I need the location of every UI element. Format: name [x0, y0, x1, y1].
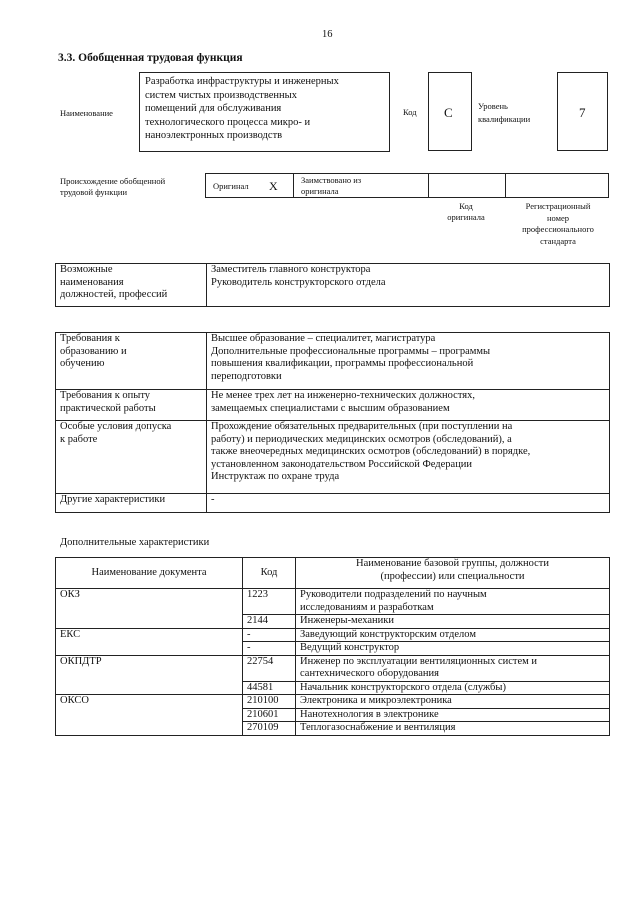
name-cell: [296, 589, 610, 615]
code-cell: -: [243, 642, 296, 656]
name-line: наноэлектронных производств: [145, 130, 283, 141]
label-line: образованию и: [60, 345, 127, 357]
caption-line: Регистрационный: [525, 201, 591, 211]
table-row: [56, 628, 610, 642]
caption-line: профессионального: [522, 224, 594, 234]
origin-box: [205, 173, 609, 198]
name-line: сантехнического оборудования: [300, 668, 439, 679]
column-header-document: Наименование документа: [56, 558, 243, 589]
requirement-label: [56, 390, 207, 421]
name-line: Разработка инфраструктуры и инженерных: [145, 76, 339, 87]
requirement-label: [56, 333, 207, 390]
code-cell: 22754: [243, 655, 296, 681]
name-cell: [296, 655, 610, 681]
name-line: систем чистых производственных: [145, 89, 297, 101]
additional-table: [55, 557, 610, 736]
value-line: Прохождение обязательных предварительных (при поступлении на: [211, 421, 513, 432]
name-line: технологического процесса микро- и: [145, 116, 311, 128]
label-line: Требования к опыту: [60, 390, 151, 401]
positions-label: [56, 264, 207, 307]
doc-cell: ОКСО: [56, 695, 243, 736]
section-title: 3.3. Обобщенная трудовая функция: [58, 52, 243, 64]
code-cell: 2144: [243, 615, 296, 629]
table-row: [56, 655, 610, 681]
caption-line: номер: [546, 212, 570, 223]
label-line: Особые условия допуска: [60, 421, 172, 432]
header-line: (профессии) или специальности: [380, 570, 525, 582]
original-label: Оригинал: [213, 181, 249, 191]
requirement-row: [56, 494, 610, 513]
caption-line: стандарта: [540, 235, 576, 246]
page-number: 16: [322, 29, 333, 40]
label-line: Другие характеристики: [60, 494, 166, 505]
label-line: Требования к: [60, 333, 120, 344]
value-line: Высшее образование – специалитет, магистратура: [211, 333, 436, 344]
name-line: исследованиям и разработкам: [300, 601, 434, 613]
name-cell: Инженеры-механики: [296, 615, 610, 629]
label-line: к работе: [60, 433, 98, 445]
position-line: Руководитель конструкторского отдела: [211, 276, 386, 288]
label-line: Возможные: [60, 264, 113, 275]
requirement-label: [56, 421, 207, 494]
requirement-value: [207, 390, 610, 421]
value-line: Дополнительные профессиональные программы – программы: [211, 345, 491, 357]
value-line: Инструктаж по охране труда: [211, 471, 340, 482]
value-line: переподготовки: [211, 370, 282, 382]
requirement-value: [207, 333, 610, 390]
code-cell: 44581: [243, 681, 296, 695]
header-line: Наименование базовой группы, должности: [356, 558, 549, 569]
level-box: [557, 72, 608, 151]
name-line: Инженер по эксплуатации вентиляционных систем и: [300, 655, 538, 667]
value-line: установленном законодательством Российской Федерации: [211, 458, 473, 470]
table-row: [56, 589, 610, 615]
requirements-table: [55, 332, 610, 513]
requirement-label: [56, 494, 207, 513]
name-cell: Ведущий конструктор: [296, 642, 610, 656]
level-value: 7: [579, 105, 586, 120]
label-line: практической работы: [60, 402, 156, 414]
name-line: помещений для обслуживания: [145, 103, 282, 114]
value-line: Не менее трех лет на инженерно-технических должностях,: [211, 390, 475, 401]
column-header-code: Код: [243, 558, 296, 589]
value-line: замещаемых специалистами с высшим образованием: [211, 402, 450, 414]
requirement-row: [56, 333, 610, 390]
header-row: [56, 558, 610, 589]
code-cell: 270109: [243, 722, 296, 736]
code-original-caption: [428, 201, 504, 223]
origin-label-line: трудовой функции: [60, 187, 127, 197]
name-line: Руководители подразделений по научным: [300, 589, 487, 600]
value-line: -: [211, 494, 215, 505]
name-cell: Теплогазоснабжение и вентиляция: [296, 722, 610, 736]
code-value: C: [444, 105, 453, 120]
position-line: Заместитель главного конструктора: [211, 264, 371, 275]
requirement-row: [56, 390, 610, 421]
code-label: Код: [403, 107, 417, 117]
name-value: [145, 75, 339, 143]
level-label: [478, 100, 530, 126]
level-label-line: квалификации: [478, 114, 531, 124]
requirement-value: [207, 421, 610, 494]
origin-label-line: Происхождение обобщенной: [60, 176, 166, 186]
name-label: Наименование: [60, 108, 113, 118]
origin-label: [60, 176, 165, 198]
code-cell: -: [243, 628, 296, 642]
column-header-name: [296, 558, 610, 589]
doc-cell: ЕКС: [56, 628, 243, 655]
original-mark: X: [269, 179, 278, 193]
positions-value: [207, 264, 610, 307]
additional-title: Дополнительные характеристики: [60, 537, 210, 548]
positions-table: [55, 263, 610, 307]
borrowed-label-line: Заимствовано из: [301, 175, 362, 185]
table-row: [56, 695, 610, 709]
label-line: наименования: [60, 276, 124, 288]
borrowed-label: [301, 175, 361, 197]
name-cell: Начальник конструкторского отдела (службы): [296, 681, 610, 695]
value-line: работу) и периодических медицинских осмотров (обследований), а: [211, 433, 512, 445]
label-line: обучению: [60, 358, 105, 369]
value-line: также внеочередных медицинских осмотров (обследований) в порядке,: [211, 446, 531, 457]
level-label-line: Уровень: [478, 101, 508, 111]
code-cell: 210601: [243, 708, 296, 722]
name-value-box: [139, 72, 390, 152]
borrowed-label-line: оригинала: [301, 186, 339, 196]
name-cell: Нанотехнология в электронике: [296, 708, 610, 722]
code-cell: 1223: [243, 589, 296, 615]
requirement-row: [56, 421, 610, 494]
code-cell: 210100: [243, 695, 296, 709]
doc-cell: ОКЗ: [56, 589, 243, 629]
name-cell: Заведующий конструкторским отделом: [296, 628, 610, 642]
caption-line: оригинала: [447, 212, 485, 222]
value-line: повышения квалификации, программы профессиональной: [211, 358, 474, 369]
code-box: [428, 72, 472, 151]
caption-line: Код: [459, 201, 473, 211]
doc-cell: ОКПДТР: [56, 655, 243, 695]
name-cell: Электроника и микроэлектроника: [296, 695, 610, 709]
reg-number-caption: [506, 201, 610, 247]
requirement-value: [207, 494, 610, 513]
label-line: должностей, профессий: [60, 289, 168, 300]
